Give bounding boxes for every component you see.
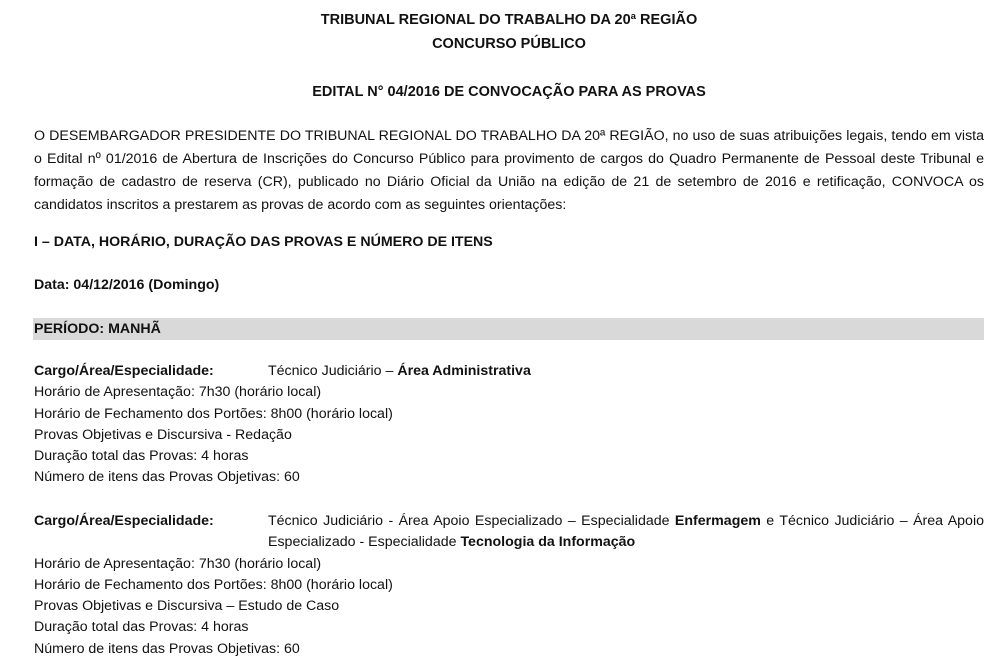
detail-line: Provas Objetivas e Discursiva – Estudo de Caso bbox=[34, 598, 340, 615]
detail-line: Número de itens das Provas Objetivas: 60 bbox=[34, 469, 300, 486]
detail-line: Horário de Apresentação: 7h30 (horário local) bbox=[34, 555, 322, 572]
cargo-label: Cargo/Área/Especialidade: bbox=[34, 363, 214, 379]
period-banner: PERÍODO: MANHÃ bbox=[33, 318, 984, 340]
cargo-value bbox=[268, 361, 984, 382]
detail-line: Provas Objetivas e Discursiva - Redação bbox=[34, 426, 292, 443]
detail-line: Horário de Fechamento dos Portões: 8h00 (horário local) bbox=[34, 576, 393, 593]
cargo-block-2 bbox=[34, 511, 984, 660]
header-tribunal: TRIBUNAL REGIONAL DO TRABALHO DA 20ª REGIÃO bbox=[320, 12, 698, 28]
cargo-block-1 bbox=[34, 361, 984, 489]
detail-line: Duração total das Provas: 4 horas bbox=[34, 448, 249, 465]
intro-paragraph: O DESEMBARGADOR PRESIDENTE DO TRIBUNAL REGIONAL DO TRABALHO DA 20ª REGIÃO, no uso de suas atribuições legais, tendo em vista o Edital nº 01/2016 de Abertura de Inscrições do Concurso Público para provimento de cargos do Quadro Permanente de Pessoal deste Tribunal e formação de cadastro de reserva (CR), publicado no Diário Oficial da União na edição de 21 de setembro de 2016 e retificação, CONVOCA os candidatos inscritos a prestarem as provas de acordo com as seguintes orientações: bbox=[34, 128, 984, 213]
cargo-specialty: Tecnologia da Informação bbox=[460, 534, 636, 551]
cargo-specialty: Enfermagem bbox=[674, 513, 761, 529]
cargo-part: e Técnico Judiciário – Área Apoio Especializado - Especialidade bbox=[268, 513, 984, 551]
cargo-value bbox=[268, 511, 984, 554]
header-concurso: CONCURSO PÚBLICO bbox=[432, 36, 586, 52]
detail-line: Horário de Apresentação: 7h30 (horário local) bbox=[34, 384, 322, 401]
cargo-prefix: Técnico Judiciário – bbox=[268, 363, 398, 379]
cargo-part: Técnico Judiciário - Área Apoio Especializado – Especialidade bbox=[268, 513, 675, 529]
exam-date: Data: 04/12/2016 (Domingo) bbox=[34, 277, 220, 293]
detail-line: Horário de Fechamento dos Portões: 8h00 (horário local) bbox=[34, 405, 393, 422]
cargo-label: Cargo/Área/Especialidade: bbox=[34, 513, 214, 529]
detail-line: Duração total das Provas: 4 horas bbox=[34, 619, 249, 636]
edital-title: EDITAL N° 04/2016 DE CONVOCAÇÃO PARA AS PROVAS bbox=[312, 84, 706, 100]
section-title: I – DATA, HORÁRIO, DURAÇÃO DAS PROVAS E NÚMERO DE ITENS bbox=[34, 234, 493, 250]
cargo-area: Área Administrativa bbox=[397, 363, 531, 379]
detail-line: Número de itens das Provas Objetivas: 60 bbox=[34, 640, 300, 657]
